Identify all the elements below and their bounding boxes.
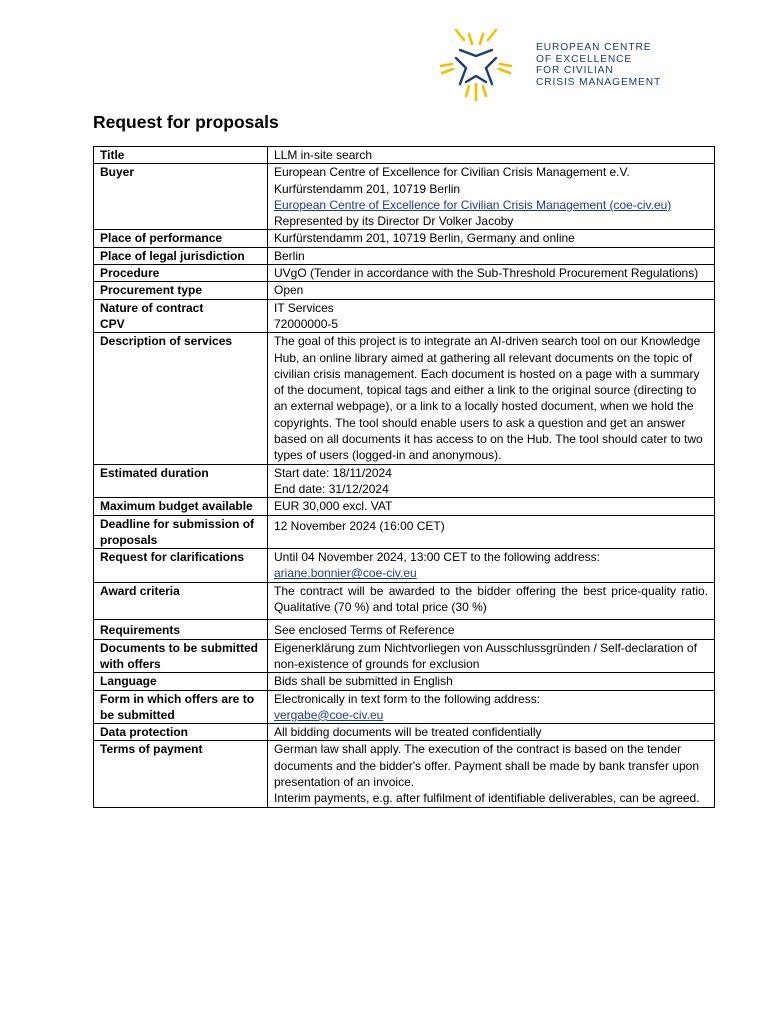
row-value bbox=[268, 741, 715, 807]
row-label: Form in which offers are to be submitted bbox=[94, 690, 268, 724]
table-row bbox=[94, 464, 715, 498]
row-label: Language bbox=[94, 673, 268, 690]
row-value: All bidding documents will be treated confidentially bbox=[268, 724, 715, 741]
row-value: The goal of this project is to integrate an AI-driven search tool on our Knowledge Hub, an online library aimed at gathering all relevant documents on the topic of civilian crisis management. Each document is hosted on a page with a summary of the document, topical tags and either a link to the original source (directing to an external webpage), or a link to a locally hosted document, when we hold the copyrights. The tool should enable users to ask a question and get an answer based on all documents it has access to on the Hub. The tool should cater to two types of users (logged-in and anonymous). bbox=[268, 333, 715, 464]
buyer-name: European Centre of Excellence for Civilian Crisis Management e.V. bbox=[274, 165, 630, 180]
table-row bbox=[94, 498, 715, 515]
row-value: Berlin bbox=[268, 247, 715, 264]
row-value: The contract will be awarded to the bidder offering the best price-quality ratio. Qualitative (70 %) and total price (30 %) bbox=[268, 582, 715, 620]
table-row bbox=[94, 620, 715, 639]
row-label: Place of performance bbox=[94, 230, 268, 247]
row-value bbox=[268, 464, 715, 498]
row-label: Estimated duration bbox=[94, 464, 268, 498]
page-title: Request for proposals bbox=[93, 112, 279, 132]
table-row bbox=[94, 147, 715, 164]
table-row bbox=[94, 673, 715, 690]
rfp-table bbox=[93, 146, 715, 808]
form-email-link[interactable]: vergabe@coe-civ.eu bbox=[274, 707, 384, 722]
row-value: Eigenerklärung zum Nichtvorliegen von Ausschlussgründen / Self-declaration of non-existence of grounds for exclusion bbox=[268, 639, 715, 673]
logo-line-4: CRISIS MANAGEMENT bbox=[536, 76, 662, 88]
star-logo-icon bbox=[436, 26, 528, 106]
payment-text-2: Interim payments, e.g. after fulfilment of identifiable deliverables, can be agreed. bbox=[274, 791, 700, 806]
clarifications-email-link[interactable]: ariane.bonnier@coe-civ.eu bbox=[274, 566, 417, 581]
buyer-address: Kurfürstendamm 201, 10719 Berlin bbox=[274, 181, 461, 196]
buyer-website-link[interactable]: European Centre of Excellence for Civilian Crisis Management (coe-civ.eu) bbox=[274, 197, 672, 212]
row-value bbox=[268, 299, 715, 333]
table-row bbox=[94, 724, 715, 741]
row-value: Open bbox=[268, 282, 715, 299]
table-row bbox=[94, 230, 715, 247]
row-label: Place of legal jurisdiction bbox=[94, 247, 268, 264]
table-row bbox=[94, 333, 715, 464]
end-date: End date: 31/12/2024 bbox=[274, 481, 389, 496]
row-value: 12 November 2024 (16:00 CET) bbox=[268, 515, 715, 549]
logo-line-3: FOR CIVILIAN bbox=[536, 65, 614, 76]
row-label: Maximum budget available bbox=[94, 498, 268, 515]
table-row bbox=[94, 265, 715, 282]
payment-text-1: German law shall apply. The execution of the contract is based on the tender documents and the bidder's offer. Payment shall be made by bank transfer upon presentation of an invoice. bbox=[274, 742, 699, 789]
row-value: LLM in-site search bbox=[268, 147, 715, 164]
start-date: Start date: 18/11/2024 bbox=[274, 465, 392, 480]
row-label: Title bbox=[94, 147, 268, 164]
row-label: Documents to be submitted with offers bbox=[94, 639, 268, 673]
cpv-label: CPV bbox=[100, 316, 125, 331]
row-label bbox=[94, 299, 268, 333]
table-row bbox=[94, 164, 715, 230]
row-value: EUR 30,000 excl. VAT bbox=[268, 498, 715, 515]
row-label: Terms of payment bbox=[94, 741, 268, 807]
row-label: Request for clarifications bbox=[94, 549, 268, 583]
row-value: UVgO (Tender in accordance with the Sub-Threshold Procurement Regulations) bbox=[268, 265, 715, 282]
row-label: Buyer bbox=[94, 164, 268, 230]
coe-civ-logo bbox=[436, 26, 676, 106]
logo-line-1: EUROPEAN CENTRE bbox=[536, 42, 652, 53]
form-text: Electronically in text form to the following address: bbox=[274, 691, 541, 706]
row-value bbox=[268, 549, 715, 583]
row-label: Procedure bbox=[94, 265, 268, 282]
row-value bbox=[268, 164, 715, 230]
row-label: Deadline for submission of proposals bbox=[94, 515, 268, 549]
table-row bbox=[94, 549, 715, 583]
table-row bbox=[94, 741, 715, 807]
logo-line-2: OF EXCELLENCE bbox=[536, 53, 633, 65]
nature-value: IT Services bbox=[274, 300, 334, 315]
table-row bbox=[94, 247, 715, 264]
row-value bbox=[268, 690, 715, 724]
row-label: Requirements bbox=[94, 620, 268, 639]
row-label: Procurement type bbox=[94, 282, 268, 299]
row-value: Bids shall be submitted in English bbox=[268, 673, 715, 690]
table-row bbox=[94, 299, 715, 333]
row-label: Description of services bbox=[94, 333, 268, 464]
table-row bbox=[94, 639, 715, 673]
clarifications-text: Until 04 November 2024, 13:00 CET to the following address: bbox=[274, 550, 600, 565]
table-row bbox=[94, 690, 715, 724]
table-row bbox=[94, 282, 715, 299]
nature-label: Nature of contract bbox=[100, 300, 204, 315]
table-row bbox=[94, 582, 715, 620]
row-value: Kurfürstendamm 201, 10719 Berlin, Germany and online bbox=[268, 230, 715, 247]
buyer-representative: Represented by its Director Dr Volker Jacoby bbox=[274, 214, 514, 229]
row-label: Award criteria bbox=[94, 582, 268, 620]
row-label: Data protection bbox=[94, 724, 268, 741]
table-row bbox=[94, 515, 715, 549]
cpv-value: 72000000-5 bbox=[274, 316, 339, 331]
logo-text bbox=[536, 42, 661, 88]
row-value: See enclosed Terms of Reference bbox=[268, 620, 715, 639]
